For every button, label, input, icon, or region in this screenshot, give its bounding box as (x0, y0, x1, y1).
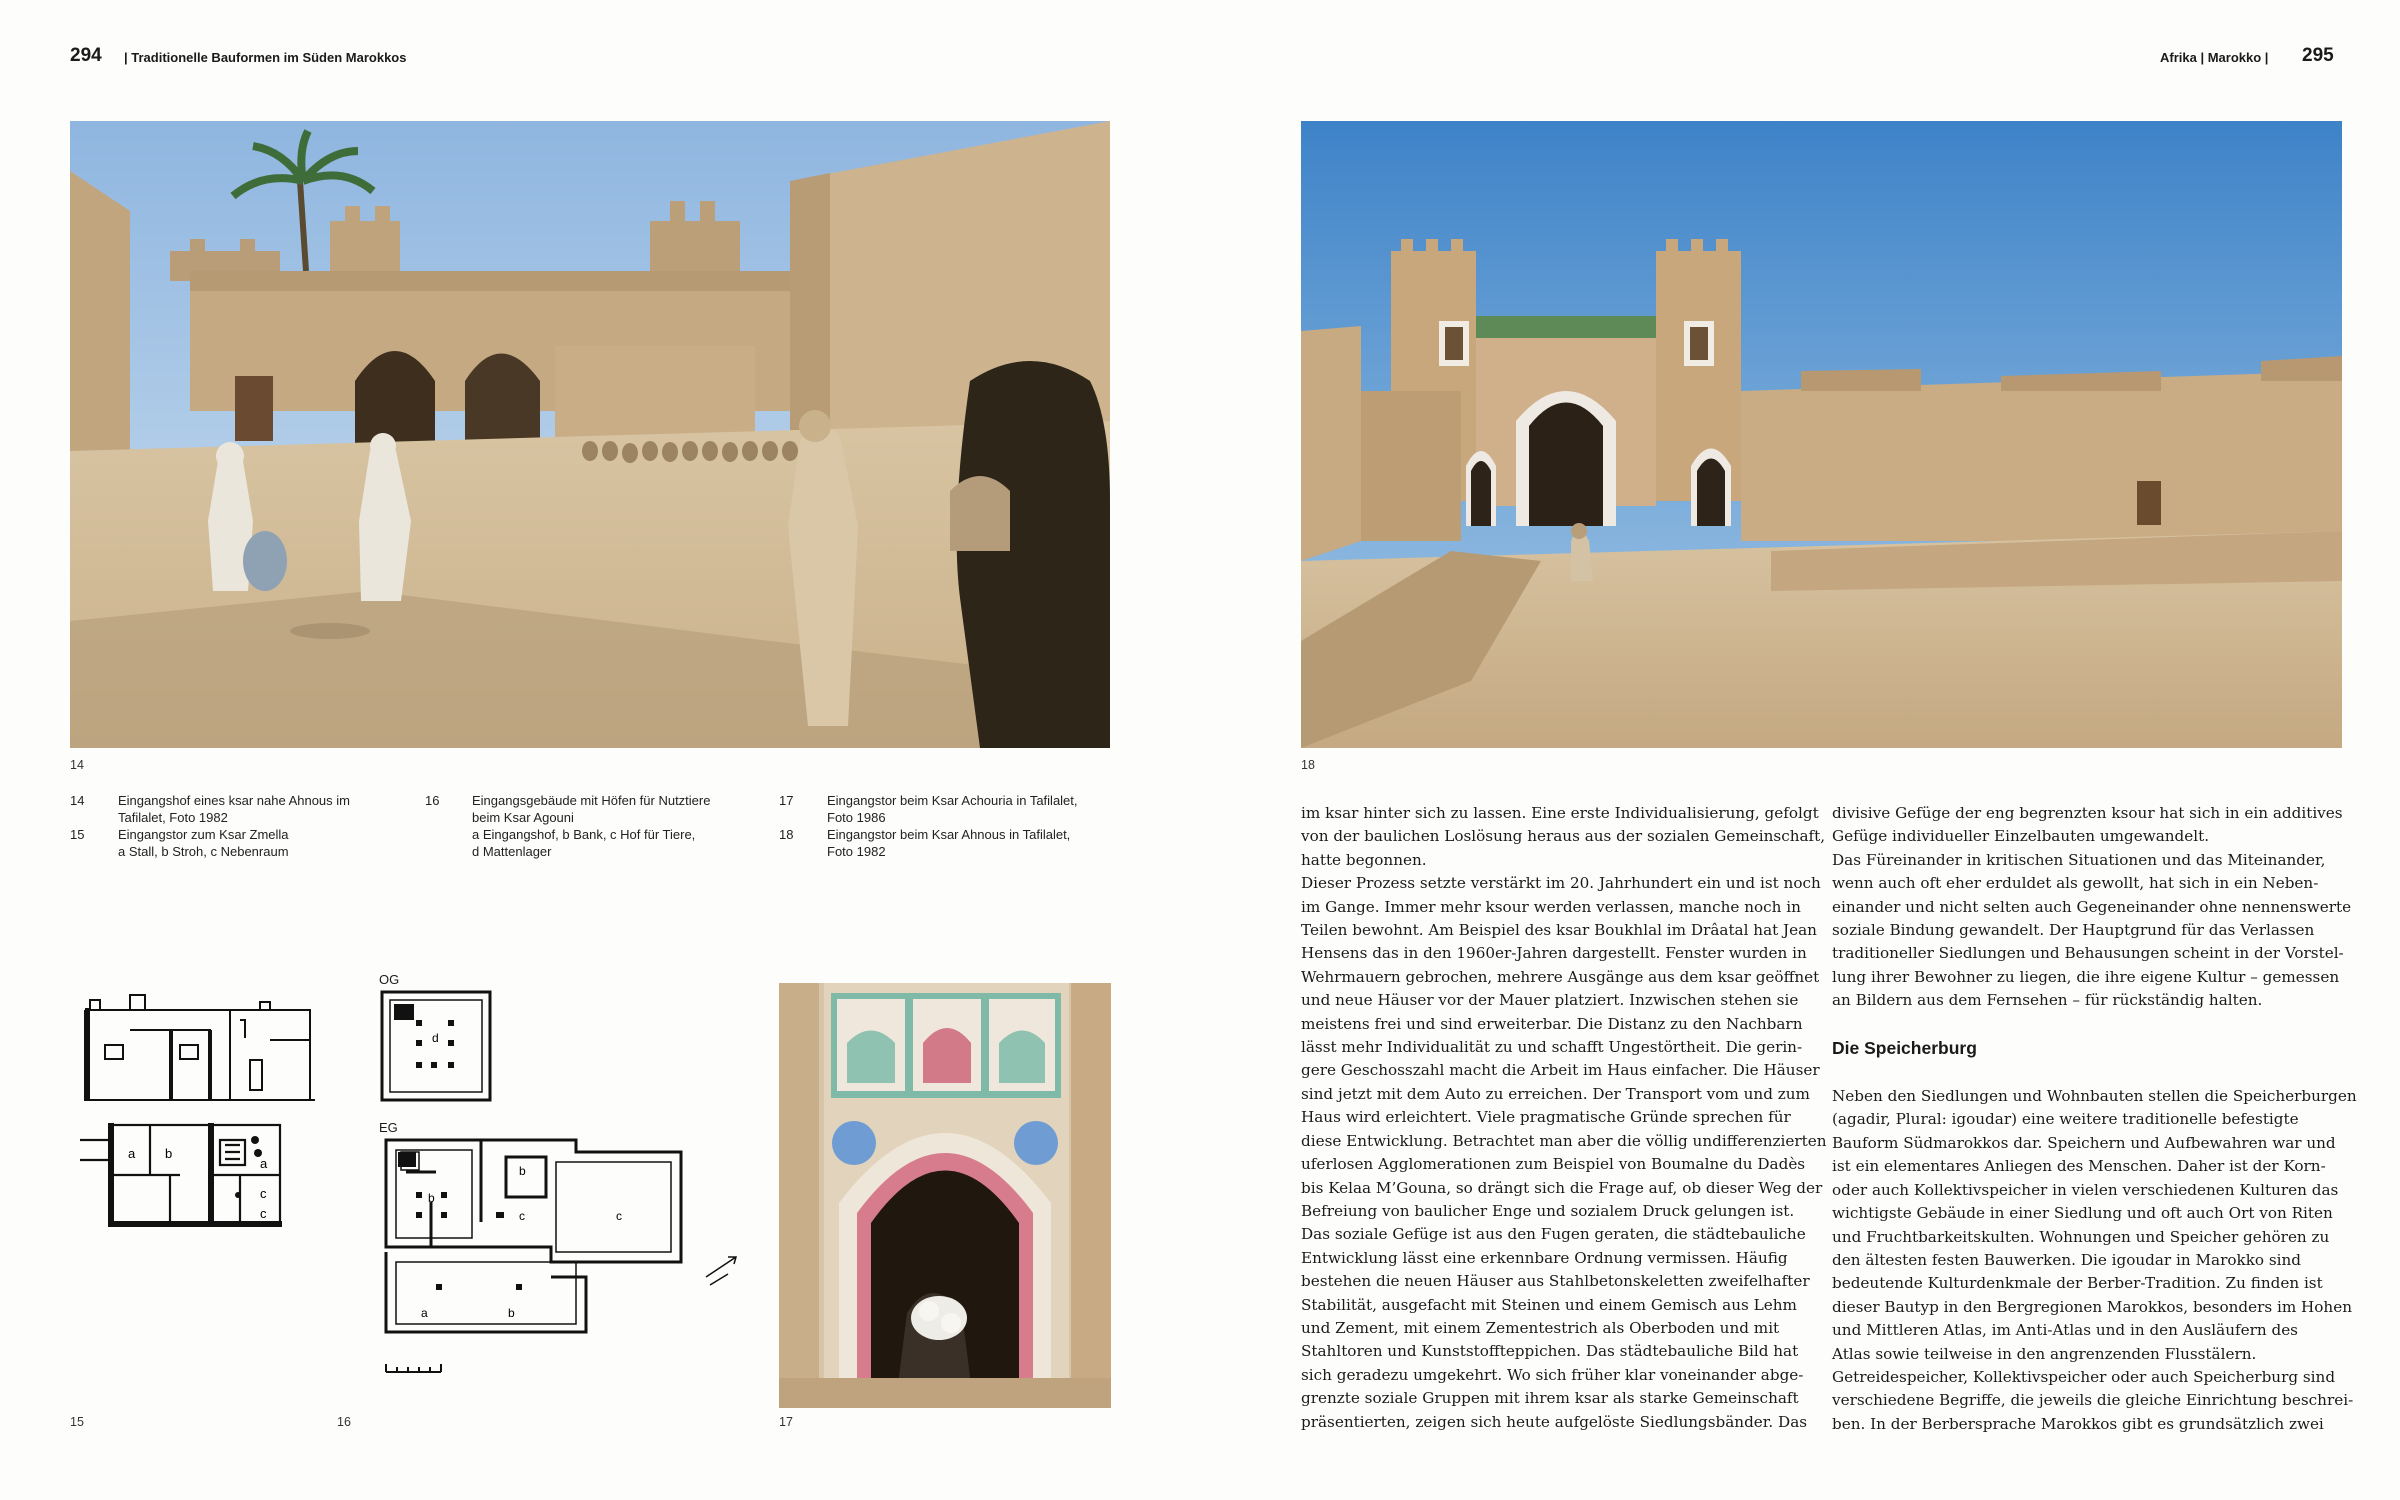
plan-label-c: c (519, 1209, 525, 1223)
text-line: oder auch Kollektivspeicher in vielen verschiedenen Kulturen das (1832, 1180, 2339, 1199)
text-line: Gefüge individueller Einzelbauten umgewandelt. (1832, 827, 2210, 846)
text-line: den ältesten festen Bauwerken. Die igoudar in Marokko sind (1832, 1250, 2302, 1269)
text-line: (agadir, Plural: igoudar) eine weitere traditionelle befestigte (1832, 1110, 2299, 1129)
text-line: verschiedene Begriffe, die jeweils die gleiche Einrichtung beschrei- (1832, 1391, 2354, 1410)
body-text-column-1 (1301, 802, 1827, 1434)
text-line: bedeutende Kulturdenkmale der Berber-Tradition. Zu finden ist (1832, 1274, 2323, 1293)
text-line: Hensens das in den 1960er-Jahren dargestellt. Fenster wurden in (1301, 944, 1807, 963)
body-text-column-2 (1832, 802, 2357, 1436)
text-line: und Fruchtbarkeitskulten. Wohnungen und Speicher gehören zu (1832, 1227, 2330, 1246)
right-folio: 295 (2302, 45, 2334, 66)
text-line: grenzte soziale Gruppen mit ihrem ksar als starke Gemeinschaft (1301, 1389, 1799, 1408)
plan-label-eg: EG (379, 1120, 398, 1135)
text-line: präsentierten, zeigen sich heute aufgelöste Siedlungsbänder. Das (1301, 1412, 1808, 1431)
figure-number-17: 17 (779, 1415, 793, 1429)
text-line: Atlas sowie teilweise in den angrenzenden Flusstälern. (1832, 1344, 2257, 1363)
caption-text: Eingangstor beim Ksar Achouria in Tafilalet, Foto 1986 (827, 793, 1078, 825)
plan-drawing-16 (376, 972, 746, 1382)
caption-number: 15 (70, 827, 85, 842)
right-running-head: Afrika | Marokko | (2160, 50, 2269, 65)
text-line: bis Kelaa M’Gouna, so drängt sich die Frage auf, ob dieser Weg der (1301, 1178, 1823, 1197)
plan-label-c: c (616, 1209, 622, 1223)
plan-drawing-15 (70, 990, 330, 1240)
body-paragraphs-upper (1832, 802, 2352, 1013)
caption-block-16 (425, 792, 765, 872)
text-line: und neue Häuser vor der Mauer platziert. Inzwischen stehen sie (1301, 991, 1799, 1010)
figure-number-16: 16 (337, 1415, 351, 1429)
caption-number: 18 (779, 827, 794, 842)
figure-number-14: 14 (70, 758, 84, 772)
text-line: wenn auch oft eher erduldet als gewollt, hat sich in ein Neben- (1832, 874, 2319, 893)
text-line: lässt mehr Individualität zu und schafft Ungestörtheit. Die gerin- (1301, 1038, 1803, 1057)
plan-label-c: c (260, 1206, 267, 1221)
text-line: Stahltoren und Kunststoffteppichen. Das städtebauliche Bild hat (1301, 1342, 1799, 1361)
caption-number: 17 (779, 793, 794, 808)
text-line: sind jetzt mit dem Auto zu erreichen. Der Transport vom und zum (1301, 1084, 1810, 1103)
text-line: Das soziale Gefüge ist aus den Fugen geraten, die städtebauliche (1301, 1225, 1806, 1244)
plan-label-a: a (128, 1146, 136, 1161)
photo-18-gate (1301, 121, 2342, 748)
text-line: Bauform Südmarokkos dar. Speichern und Aufbewahren war und (1832, 1133, 2336, 1152)
left-running-head: | Traditionelle Bauformen im Süden Marokkos (124, 50, 407, 65)
text-line: an Bildern aus dem Fernsehen – für rückständig halten. (1832, 991, 2263, 1010)
caption-block-14-15 (70, 792, 390, 872)
text-line: Entwicklung lässt eine erkennbare Ordnung vermissen. Häufig (1301, 1248, 1788, 1267)
text-line: von der baulichen Loslösung heraus aus der sozialen Gemeinschaft, (1301, 827, 1826, 846)
text-line: uferlosen Agglomerationen zum Beispiel von Boumalne du Dadès (1301, 1155, 1806, 1174)
caption-number: 16 (425, 793, 440, 808)
text-line: ben. In der Berbersprache Marokkos gibt es grundsätzlich zwei (1832, 1414, 2324, 1433)
text-line: Getreidespeicher, Kollektivspeicher oder auch Speicherburg sind (1832, 1367, 2336, 1386)
plan-label-a: a (260, 1156, 268, 1171)
text-line: Das Füreinander in kritischen Situationen und das Miteinander, (1832, 850, 2326, 869)
body-paragraphs-lower (1832, 1085, 2357, 1436)
photo-14-courtyard (70, 121, 1110, 748)
figure-number-15: 15 (70, 1415, 84, 1429)
text-line: bestehen die neuen Häuser aus Stahlbetonskeletten zweifelhafter (1301, 1272, 1810, 1291)
text-line: meistens frei und sind erweiterbar. Die Distanz zu den Nachbarn (1301, 1014, 1803, 1033)
left-folio: 294 (70, 45, 102, 66)
text-line: Stabilität, ausgefacht mit Steinen und einem Gemisch aus Lehm (1301, 1295, 1797, 1314)
caption-text: Eingangshof eines ksar nahe Ahnous im Tafilalet, Foto 1982 (118, 793, 350, 825)
text-line: Haus wird erleichtert. Viele pragmatische Gründe sprechen für (1301, 1108, 1791, 1127)
text-line: Wehrmauern gebrochen, mehrere Ausgänge aus dem ksar geöffnet (1301, 967, 1820, 986)
caption-text: Eingangsgebäude mit Höfen für Nutztiere beim Ksar Agouni a Eingangshof, b Bank, c Hof für Tiere, d Mattenlager (472, 793, 711, 859)
text-line: Neben den Siedlungen und Wohnbauten stellen die Speicherburgen (1832, 1087, 2357, 1106)
text-line: sich geradezu umgekehrt. Wo sich früher klar voneinander abge- (1301, 1365, 1804, 1384)
text-line: im Gange. Immer mehr ksour werden verlassen, manche noch in (1301, 897, 1801, 916)
plan-label-b: b (508, 1306, 515, 1320)
text-line: divisive Gefüge der eng begrenzten ksour hat sich in ein additives (1832, 804, 2343, 822)
plan-label-og: OG (379, 972, 400, 987)
section-heading: Die Speicherburg (1832, 1037, 1977, 1058)
text-line: lung ihrer Bewohner zu liegen, die ihre eigene Kultur – gemessen (1832, 967, 2340, 986)
plan-label-b: b (519, 1164, 526, 1178)
plan-label-b: b (428, 1191, 435, 1205)
text-line: dieser Bautyp in den Bergregionen Marokkos, besonders im Hohen (1832, 1297, 2352, 1316)
text-line: und Zement, mit einem Zementestrich als Oberboden und mit (1301, 1318, 1780, 1337)
text-line: hatte begonnen. (1301, 850, 1427, 869)
text-line: Dieser Prozess setzte verstärkt im 20. Jahrhundert ein und ist noch (1301, 874, 1821, 893)
text-line: gere Geschosszahl macht die Arbeit im Haus einfacher. Die Häuser (1301, 1061, 1820, 1080)
plan-label-b: b (165, 1146, 173, 1161)
plan-label-a: a (421, 1306, 428, 1320)
text-line: diese Entwicklung. Betrachtet man aber die völlig undifferenzierten (1301, 1131, 1827, 1150)
plan-label-c: c (260, 1186, 267, 1201)
caption-number: 14 (70, 793, 85, 808)
text-line: Befreiung von baulicher Enge und sozialem Druck gelungen ist. (1301, 1201, 1795, 1220)
text-line: einander und nicht selten auch Gegeneinander ohne nennenswerte (1832, 897, 2352, 916)
photo-17-door (779, 983, 1111, 1408)
text-line: ist ein elementares Anliegen des Menschen. Daher ist der Korn- (1832, 1157, 2326, 1176)
text-line: und Mittleren Atlas, im Anti-Atlas und in den Ausläufern des (1832, 1321, 2298, 1340)
plan-label-d: d (432, 1031, 439, 1045)
caption-block-17-18 (779, 792, 1109, 872)
text-line: traditioneller Siedlungen und Behausungen scheint in der Vorstel- (1832, 944, 2344, 963)
caption-text: Eingangstor zum Ksar Zmella a Stall, b Stroh, c Nebenraum (118, 827, 289, 859)
figure-number-18: 18 (1301, 758, 1315, 772)
text-line: wichtigste Gebäude in einer Siedlung und oft auch Ort von Riten (1832, 1204, 2333, 1223)
caption-text: Eingangstor beim Ksar Ahnous in Tafilalet, Foto 1982 (827, 827, 1071, 859)
text-line: soziale Bindung gewandelt. Der Hauptgrund für das Verlassen (1832, 921, 2315, 940)
text-line: Teilen bewohnt. Am Beispiel des ksar Boukhlal im Drâatal hat Jean (1301, 921, 1817, 940)
text-line: im ksar hinter sich zu lassen. Eine erste Individualisierung, gefolgt (1301, 804, 1819, 822)
